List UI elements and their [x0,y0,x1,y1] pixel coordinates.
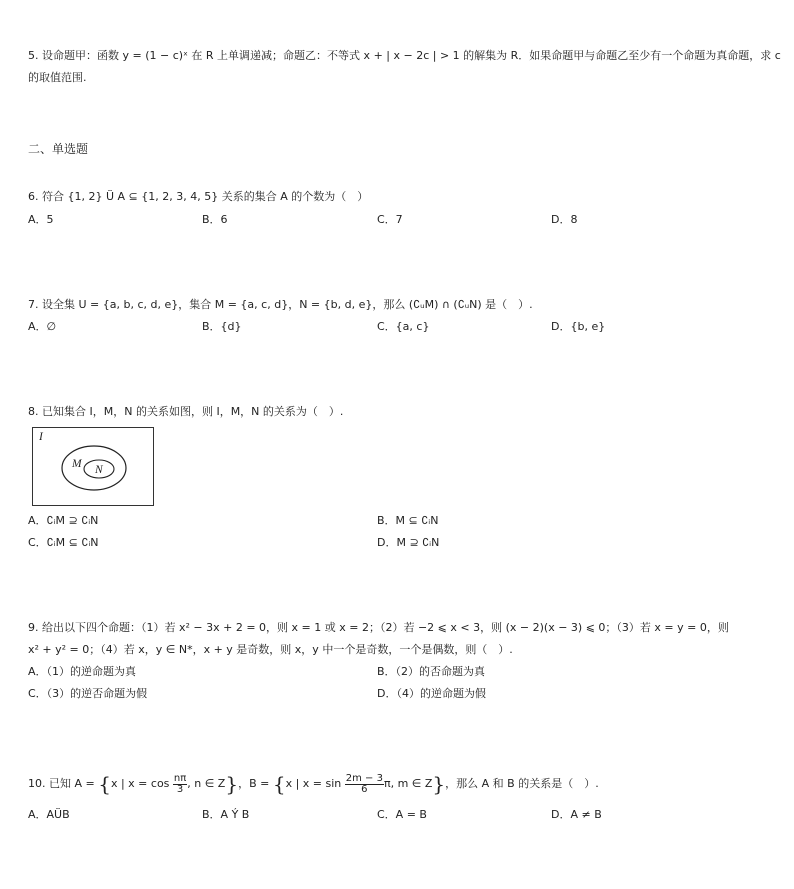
section-title: 二、单选题 [28,142,89,156]
q10-setB-den: 6 [361,783,368,795]
q9-option-d[interactable]: D．（4）的逆命题为假 [377,687,486,700]
q6-option-a[interactable]: A．5 [28,213,54,226]
venn-diagram [32,427,154,506]
brace-close-b: } [432,772,446,796]
q10-mid: ，B = [238,777,270,790]
q8-option-d[interactable]: D．M ⊇ ∁ᵢN [377,536,440,549]
q10-setB-num: 2m − 3 [345,772,383,784]
q9-option-a[interactable]: A．（1）的逆命题为真 [28,665,137,678]
venn-label-n: N [95,464,103,476]
q9-option-b[interactable]: B．（2）的否命题为真 [377,665,486,678]
venn-svg [33,428,153,505]
q10-setB-fraction [345,774,384,795]
q10-stem [28,769,599,799]
q5-line2: 的取值范围. [28,71,87,84]
q10-prefix: 10. 已知 A = [28,777,95,790]
brace-close-a: } [225,772,239,796]
q8-option-b[interactable]: B．M ⊆ ∁ᵢN [377,514,439,527]
q8-stem: 8. 已知集合 I，M，N 的关系如图，则 I，M，N 的关系为（ ）. [28,405,344,418]
q8-option-a[interactable]: A．∁ᵢM ⊇ ∁ᵢN [28,514,99,527]
brace-open-a: { [98,772,111,796]
q10-setB-left: x | x = sin [285,777,342,790]
q10-setA-den: 3 [176,783,184,795]
q10-option-b[interactable]: B．A Ý B [202,808,250,821]
q7-option-a[interactable]: A．∅ [28,320,57,333]
q8-option-c[interactable]: C．∁ᵢM ⊆ ∁ᵢN [28,536,99,549]
q7-option-b[interactable]: B．{d} [202,320,242,333]
venn-label-i: I [39,431,43,443]
q6-option-b[interactable]: B．6 [202,213,228,226]
q10-option-d[interactable]: D．A ≠ B [551,808,602,821]
q10-option-c[interactable]: C．A = B [377,808,427,821]
q9-line2: x² + y² = 0；（4）若 x，y ∈ N*，x + y 是奇数，则 x，y 中一个是奇数，一个是偶数，则（ ）. [28,643,513,656]
brace-open-b: { [272,772,286,796]
q10-suffix: ，那么 A 和 B 的关系是（ ）. [445,777,599,790]
q6-stem: 6. 符合 {1, 2} Ü A ⊆ {1, 2, 3, 4, 5} 关系的集合 A 的个数为（ ） [28,190,369,203]
q10-setA-left: x | x = cos [110,777,170,790]
q10-setA-right: , n ∈ Z [187,777,226,790]
q10-option-a[interactable]: A．AÜB [28,808,70,821]
q7-option-d[interactable]: D．{b, e} [551,320,606,333]
q6-option-d[interactable]: D．8 [551,213,578,226]
q10-setA-num: nπ [173,772,187,784]
q6-option-c[interactable]: C．7 [377,213,403,226]
q7-stem: 7. 设全集 U = {a, b, c, d, e}，集合 M = {a, c, d}，N = {b, d, e}，那么 (∁ᵤM) ∩ (∁ᵤN) 是（ ）. [28,298,533,311]
venn-label-m: M [72,458,82,470]
q5-line1: 5. 设命题甲：函数 y = (1 − c)ˣ 在 R 上单调递减；命题乙：不等式 x + | x − 2c | > 1 的解集为 R．如果命题甲与命题乙至少有一个命题为真命题，求 c [28,49,781,62]
q10-setA-fraction [173,774,187,795]
q9-option-c[interactable]: C．（3）的逆否命题为假 [28,687,148,700]
q7-option-c[interactable]: C．{a, c} [377,320,430,333]
q10-setB-right: π, m ∈ Z [383,777,433,790]
q9-line1: 9. 给出以下四个命题：（1）若 x² − 3x + 2 = 0，则 x = 1 或 x = 2；（2）若 −2 ⩽ x < 3，则 (x − 2)(x − 3) ⩽ 0；（3）若 x = y = 0，则 [28,621,729,634]
